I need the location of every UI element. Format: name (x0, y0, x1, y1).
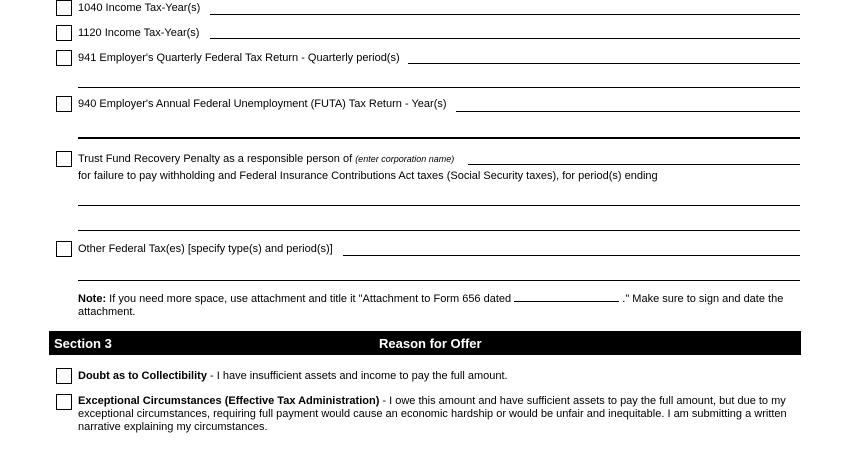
label-1040: 1040 Income Tax-Year(s) (78, 2, 201, 14)
checkbox-doubt-collectibility[interactable] (56, 368, 72, 384)
field-period-ending-1[interactable] (78, 205, 800, 206)
checkbox-other-tax[interactable] (56, 241, 72, 257)
field-period-ending-2[interactable] (78, 230, 800, 231)
label-exceptional-circumstances: Exceptional Circumstances (Effective Tax Administration) - I owe this amount and have sufficient assets to pay the full amount, but due to my exceptional circumstances, requiring full payment would cause an economic hardship or would be unfair and inequitable. I am submitting a written narrative explaining my circumstances. (78, 395, 787, 433)
field-attachment-date[interactable] (514, 292, 619, 302)
field-940-years-cont[interactable] (78, 137, 800, 139)
section-number: Section 3 (54, 336, 112, 351)
field-other-tax-cont[interactable] (78, 280, 800, 281)
label-doubt-collectibility: Doubt as to Collectibility - I have insufficient assets and income to pay the full amount. (78, 370, 508, 382)
label-940: 940 Employer's Annual Federal Unemployment (FUTA) Tax Return - Year(s) (78, 98, 447, 110)
checkbox-1120[interactable] (56, 25, 72, 41)
label-trust-fund: Trust Fund Recovery Penalty as a responsible person of (enter corporation name) (78, 153, 455, 165)
field-940-years[interactable] (456, 111, 800, 112)
checkbox-940[interactable] (56, 96, 72, 112)
section-title: Reason for Offer (379, 336, 482, 351)
label-other-tax: Other Federal Tax(es) [specify type(s) and period(s)] (78, 243, 333, 255)
checkbox-trust-fund[interactable] (56, 151, 72, 167)
field-corporation-name[interactable] (468, 164, 800, 165)
checkbox-exceptional-circumstances[interactable] (56, 394, 72, 410)
checkbox-941[interactable] (56, 50, 72, 66)
field-941-periods[interactable] (408, 63, 800, 64)
field-1120-years[interactable] (210, 38, 800, 39)
label-1120: 1120 Income Tax-Year(s) (78, 27, 200, 39)
note-text: Note: If you need more space, use attachment and title it "Attachment to Form 656 dated ." Make sure to sign and date the attachment. (78, 293, 784, 318)
field-941-periods-cont[interactable] (78, 87, 800, 88)
section-header (49, 331, 801, 355)
label-941: 941 Employer's Quarterly Federal Tax Return - Quarterly period(s) (78, 52, 400, 64)
label-trust-fund-cont: for failure to pay withholding and Federal Insurance Contributions Act taxes (Social Security taxes), for period(s) ending (78, 170, 658, 182)
field-1040-years[interactable] (210, 14, 800, 15)
field-other-tax[interactable] (343, 255, 800, 256)
checkbox-1040[interactable] (56, 0, 72, 16)
